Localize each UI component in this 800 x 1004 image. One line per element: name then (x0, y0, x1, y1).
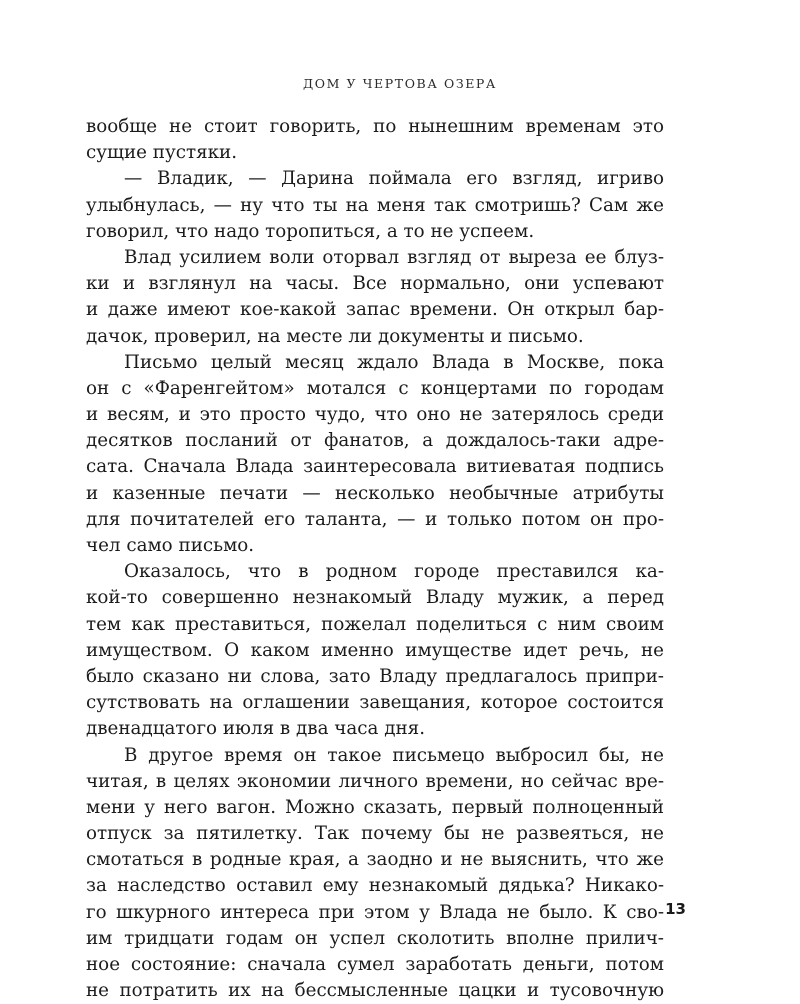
text-line: улыбнулась, — ну что ты на меня так смотришь? Сам же (86, 194, 664, 216)
text-line: дачок, проверил, на месте ли документы и письмо. (86, 325, 584, 347)
text-line: Влад усилием воли оторвал взгляд от выреза ее блуз- (124, 246, 664, 268)
text-line: и казенные печати — несколько необычные атрибуты (86, 482, 664, 504)
text-line: чел само письмо. (86, 535, 255, 556)
text-line: и даже имеют кое-какой запас времени. Он открыл бар- (86, 299, 664, 321)
text-line: го шкурного интереса при этом у Влада не было. К сво- (86, 901, 664, 923)
text-line: смотаться в родные края, а заодно и не выяснить, что же (86, 849, 664, 871)
text-line: за наследство оставил ему незнакомый дядька? Никако- (86, 875, 664, 897)
text-line: не потратить их на бессмысленные цацки и тусовочную (86, 980, 664, 1002)
text-line: говорил, что надо торопиться, а то не успеем. (86, 220, 535, 242)
body-text (86, 114, 664, 1004)
text-line: отпуск за пятилетку. Так почему бы не развеяться, не (86, 823, 664, 845)
page-number: 13 (665, 900, 686, 918)
text-line: имуществом. О каком именно имуществе идет речь, не (86, 639, 664, 661)
text-line: ное состояние: сначала сумел заработать деньги, потом (86, 954, 664, 975)
text-line: сущие пустяки. (86, 142, 238, 164)
text-line: тем как преставиться, пожелал поделиться с ним своим (86, 613, 664, 635)
text-line: десятков посланий от фанатов, а дождалось-таки адре- (86, 430, 664, 452)
running-head: ДОМ У ЧЕРТОВА ОЗЕРА (302, 76, 498, 91)
text-line: В другое время он такое письмецо выбросил бы, не (124, 744, 664, 766)
text-line: — Владик, — Дарина поймала его взгляд, игриво (124, 168, 664, 190)
text-line: он с «Фаренгейтом» мотался с концертами по городам (86, 377, 664, 399)
text-line: было сказано ни слова, зато Владу предлагалось припри- (86, 665, 664, 687)
text-line: Письмо целый месяц ждало Влада в Москве, пока (124, 351, 664, 373)
text-line: Оказалось, что в родном городе преставился ка- (124, 561, 664, 583)
text-line: им тридцати годам он успел сколотить вполне прилич- (86, 927, 664, 949)
text-line: и весям, и это просто чудо, что оно не затерялось среди (86, 404, 664, 426)
text-line: двенадцатого июля в два часа дня. (86, 718, 426, 740)
text-line: читая, в целях экономии личного времени, но сейчас вре- (86, 770, 664, 792)
text-line: мени у него вагон. Можно сказать, первый полноценный (86, 796, 664, 818)
text-line: вообще не стоит говорить, по нынешним временам это (86, 116, 664, 137)
text-line: для почитателей его таланта, — и только потом он про- (86, 508, 664, 530)
text-line: кой-то совершенно незнакомый Владу мужик, а перед (86, 587, 664, 609)
text-line: сата. Сначала Влада заинтересовала витиеватая подпись (86, 456, 664, 478)
text-line: сутствовать на оглашении завещания, которое состоится (86, 692, 664, 714)
text-line: ки и взглянул на часы. Все нормально, они успевают (86, 273, 664, 295)
